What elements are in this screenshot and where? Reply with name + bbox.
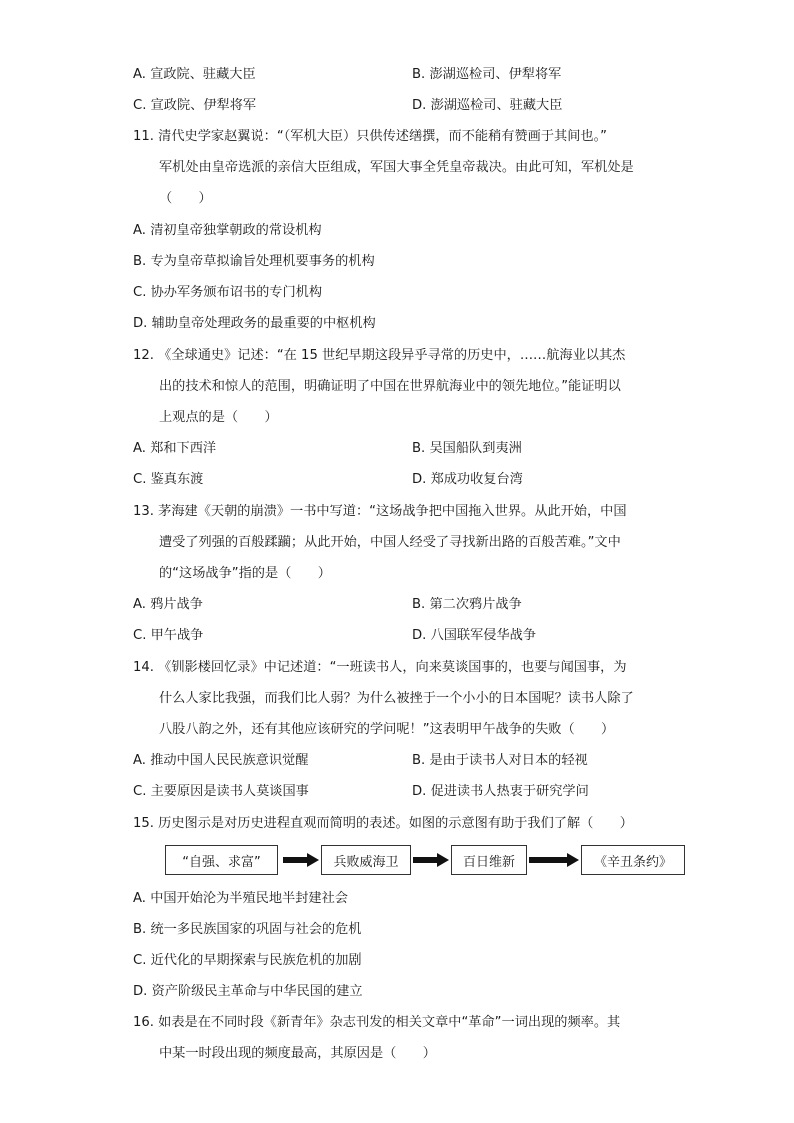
q13-stem-line-3: 的“这场战争”指的是（ ） bbox=[159, 566, 331, 581]
flow-box-self-strengthening: “自强、求富” bbox=[165, 845, 278, 875]
q12-option-d[interactable]: D. 郑成功收复台湾 bbox=[412, 472, 523, 487]
q11-option-a[interactable]: A. 清初皇帝独掌朝政的常设机构 bbox=[133, 223, 322, 238]
q15-option-c[interactable]: C. 近代化的早期探索与民族危机的加剧 bbox=[133, 953, 362, 968]
q13-option-a[interactable]: A. 鸦片战争 bbox=[133, 597, 203, 612]
q10-option-d[interactable]: D. 澎湖巡检司、驻藏大臣 bbox=[412, 98, 563, 113]
q12-stem-line-1: 12. 《全球通史》记述：“在 15 世纪早期这段异乎寻常的历史中，……航海业以其杰 bbox=[133, 348, 626, 363]
q11-stem-line-3: （ ） bbox=[159, 191, 212, 206]
q15-option-a[interactable]: A. 中国开始沦为半殖民地半封建社会 bbox=[133, 891, 348, 906]
arrow-right-icon bbox=[413, 853, 449, 867]
q14-stem-line-1: 14. 《钏影楼回忆录》中记述道：“一班读书人，向来莫谈国事的，也要与闻国事，为 bbox=[133, 660, 627, 675]
q15-option-b[interactable]: B. 统一多民族国家的巩固与社会的危机 bbox=[133, 922, 362, 937]
q16-stem-line-1: 16. 如表是在不同时段《新青年》杂志刊发的相关文章中“革命”一词出现的频率。其 bbox=[133, 1015, 621, 1030]
q15-flow-diagram bbox=[165, 845, 685, 877]
q16-stem-line-2: 中某一时段出现的频度最高，其原因是（ ） bbox=[159, 1046, 436, 1061]
flow-box-weihaiwei: 兵败威海卫 bbox=[321, 845, 411, 875]
flow-box-hundred-days-reform: 百日维新 bbox=[451, 845, 527, 875]
q12-stem-line-3: 上观点的是（ ） bbox=[159, 410, 278, 425]
q11-option-b[interactable]: B. 专为皇帝草拟谕旨处理机要事务的机构 bbox=[133, 254, 375, 269]
q15-option-d[interactable]: D. 资产阶级民主革命与中华民国的建立 bbox=[133, 984, 363, 999]
q13-stem-line-2: 遭受了列强的百般蹂躏；从此开始，中国人经受了寻找新出路的百般苦难。”文中 bbox=[159, 535, 621, 550]
q12-option-b[interactable]: B. 吴国船队到夷洲 bbox=[412, 441, 522, 456]
q10-option-c[interactable]: C. 宣政院、伊犁将军 bbox=[133, 98, 257, 113]
q11-stem-line-1: 11. 清代史学家赵翼说：“（军机大臣）只供传述缮撰，而不能稍有赞画于其间也。” bbox=[133, 129, 608, 144]
q14-stem-line-2: 什么人家比我强，而我们比人弱？为什么被挫于一个小小的日本国呢？读书人除了 bbox=[159, 691, 634, 706]
q13-option-c[interactable]: C. 甲午战争 bbox=[133, 628, 204, 643]
q12-option-a[interactable]: A. 郑和下西洋 bbox=[133, 441, 217, 456]
arrow-right-icon bbox=[283, 853, 319, 867]
q14-option-d[interactable]: D. 促进读书人热衷于研究学问 bbox=[412, 784, 589, 799]
q14-option-b[interactable]: B. 是由于读书人对日本的轻视 bbox=[412, 753, 588, 768]
q11-stem-line-2: 军机处由皇帝选派的亲信大臣组成，军国大事全凭皇帝裁决。由此可知，军机处是 bbox=[159, 160, 634, 175]
q12-stem-line-2: 出的技术和惊人的范围，明确证明了中国在世界航海业中的领先地位。”能证明以 bbox=[159, 379, 621, 394]
q14-stem-line-3: 八股八韵之外，还有其他应该研究的学问呢！”这表明甲午战争的失败（ ） bbox=[159, 722, 615, 737]
q11-option-c[interactable]: C. 协办军务颁布诏书的专门机构 bbox=[133, 285, 323, 300]
q11-option-d[interactable]: D. 辅助皇帝处理政务的最重要的中枢机构 bbox=[133, 316, 376, 331]
q10-option-b[interactable]: B. 澎湖巡检司、伊犁将军 bbox=[412, 67, 562, 82]
q14-option-c[interactable]: C. 主要原因是读书人莫谈国事 bbox=[133, 784, 309, 799]
q12-option-c[interactable]: C. 鉴真东渡 bbox=[133, 472, 204, 487]
q13-option-d[interactable]: D. 八国联军侵华战争 bbox=[412, 628, 537, 643]
q13-option-b[interactable]: B. 第二次鸦片战争 bbox=[412, 597, 522, 612]
q10-option-a[interactable]: A. 宣政院、驻藏大臣 bbox=[133, 67, 256, 82]
flow-box-boxer-protocol: 《辛丑条约》 bbox=[581, 845, 685, 875]
arrow-right-icon bbox=[529, 853, 579, 867]
q14-option-a[interactable]: A. 推动中国人民民族意识觉醒 bbox=[133, 753, 309, 768]
q15-stem-line-1: 15. 历史图示是对历史进程直观而简明的表述。如图的示意图有助于我们了解（ ） bbox=[133, 816, 633, 831]
q13-stem-line-1: 13. 茅海建《天朝的崩溃》一书中写道：“这场战争把中国拖入世界。从此开始，中国 bbox=[133, 504, 627, 519]
